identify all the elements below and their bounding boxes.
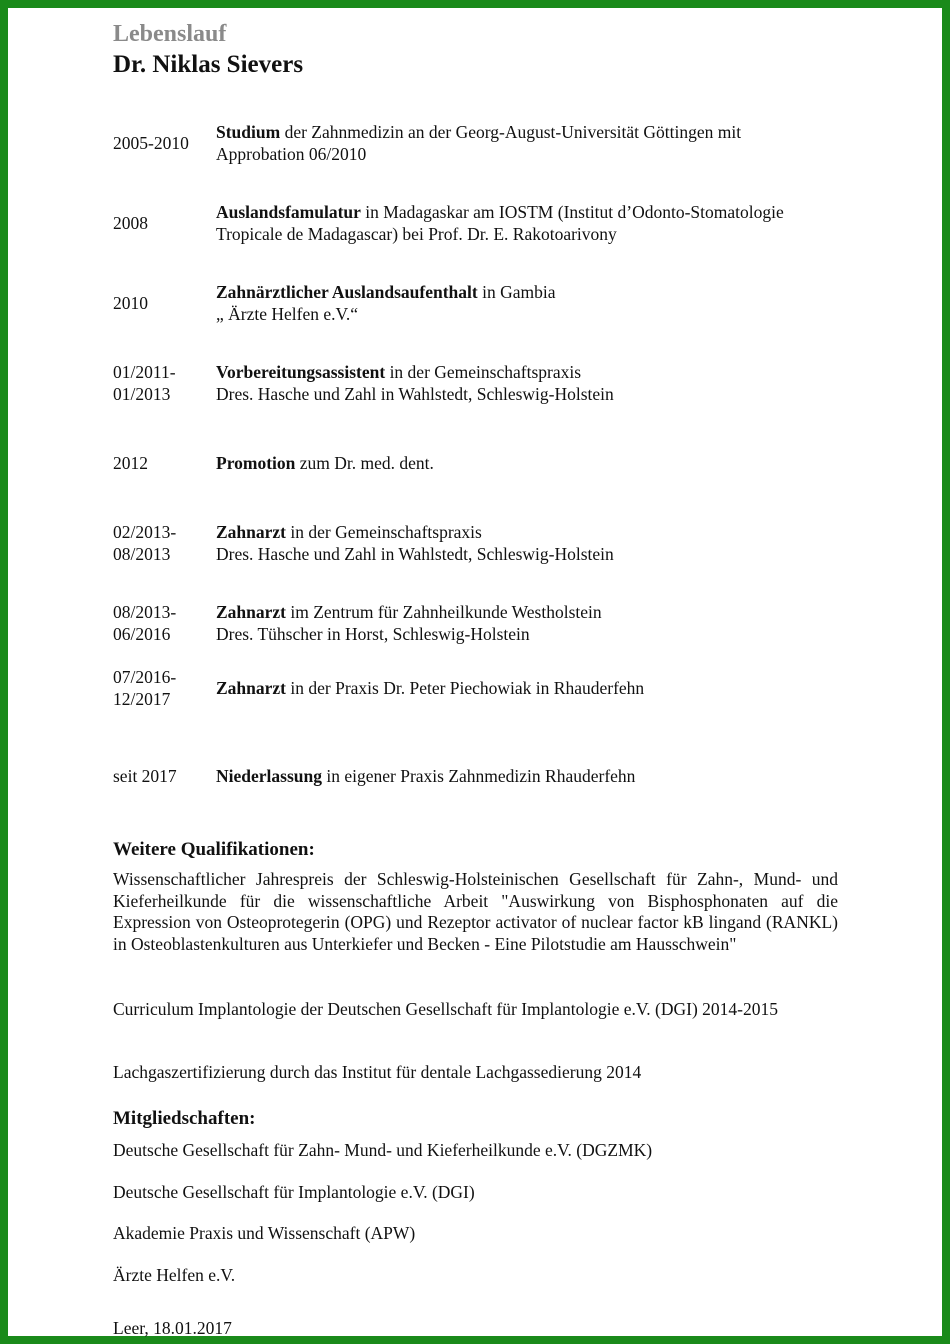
entry-date: 2008 [113,213,148,233]
entry-date: 01/2011- 01/2013 [113,362,176,404]
person-name: Dr. Niklas Sievers [113,51,304,78]
entry-date: 07/2016- 12/2017 [113,667,177,709]
entry-text: zum Dr. med. dent. [295,453,434,473]
entry-date: 2005-2010 [113,133,189,153]
place-date: Leer, 18.01.2017 [113,1318,232,1338]
entry-date: seit 2017 [113,766,177,786]
entry-title: Promotion [216,453,296,473]
entry-date: 08/2013- 06/2016 [113,602,177,644]
entry-title: Zahnarzt [216,522,286,542]
entry-text-line2: Approbation 06/2010 [216,144,367,164]
qualification-item: Wissenschaftlicher Jahrespreis der Schleswig-Holsteinischen Gesellschaft für Zahn-, Mund- und Kieferheilkunde für die wissenschaftliche Arbeit "Auswirkung von Bisphosphonaten auf die Expression von Osteoprotegerin (OPG) und Rezeptor activator of nuclear factor kB lingand (RANKL) in Osteoblastenkulturen aus Unterkiefer und Becken - Eine Pilotstudie am Hausschwein" [113,869,838,954]
entry-description [216,765,851,787]
entry-title: Vorbereitungsassistent [216,362,386,382]
entry-description [216,521,851,565]
memberships-heading: Mitgliedschaften: [113,1108,256,1129]
membership-item: Deutsche Gesellschaft für Zahn- Mund- und Kieferheilkunde e.V. (DGZMK) [113,1140,653,1160]
membership-item: Ärzte Helfen e.V. [113,1265,236,1285]
entry-description [216,281,851,325]
entry-date: 02/2013- 08/2013 [113,522,177,564]
entry-text: in der Gemeinschaftspraxis [385,362,582,382]
entry-description [216,201,851,245]
entry-text: in der Praxis Dr. Peter Piechowiak in Rhauderfehn [286,678,645,698]
entry-text: in Gambia [477,282,556,302]
entry-description [216,601,851,645]
entry-text-line2: „ Ärzte Helfen e.V.“ [216,304,359,324]
entry-title: Auslandsfamulatur [216,202,361,222]
membership-item: Deutsche Gesellschaft für Implantologie e.V. (DGI) [113,1182,475,1202]
entry-date: 2012 [113,453,148,473]
entry-text: in eigener Praxis Zahnmedizin Rhauderfehn [321,766,636,786]
entry-description [216,677,851,699]
entry-text: im Zentrum für Zahnheilkunde Westholstein [286,602,602,622]
entry-text: der Zahnmedizin an der Georg-August-Universität Göttingen mit [280,122,742,142]
entry-title: Zahnärztlicher Auslandsaufenthalt [216,282,478,302]
entry-date: 2010 [113,293,148,313]
entry-description [216,452,851,474]
qualification-item: Curriculum Implantologie der Deutschen Gesellschaft für Implantologie e.V. (DGI) 2014-2015 [113,999,778,1019]
entry-text-line2: Dres. Tühscher in Horst, Schleswig-Holstein [216,624,530,644]
entry-description [216,121,851,165]
entry-text: in Madagaskar am IOSTM (Institut d’Odonto-Stomatologie [360,202,784,222]
membership-item: Akademie Praxis und Wissenschaft (APW) [113,1223,416,1243]
entry-title: Studium [216,122,281,142]
document-subtitle: Lebenslauf [113,21,227,47]
qualifications-heading: Weitere Qualifikationen: [113,839,315,860]
entry-title: Zahnarzt [216,678,286,698]
entry-title: Niederlassung [216,766,322,786]
qualification-item: Lachgaszertifizierung durch das Institut für dentale Lachgassedierung 2014 [113,1062,642,1082]
entry-text-line2: Tropicale de Madagascar) bei Prof. Dr. E. Rakotoarivony [216,224,617,244]
entry-text-line2: Dres. Hasche und Zahl in Wahlstedt, Schleswig-Holstein [216,544,614,564]
entry-text-line2: Dres. Hasche und Zahl in Wahlstedt, Schleswig-Holstein [216,384,614,404]
entry-title: Zahnarzt [216,602,286,622]
entry-description [216,361,851,405]
entry-text: in der Gemeinschaftspraxis [286,522,482,542]
